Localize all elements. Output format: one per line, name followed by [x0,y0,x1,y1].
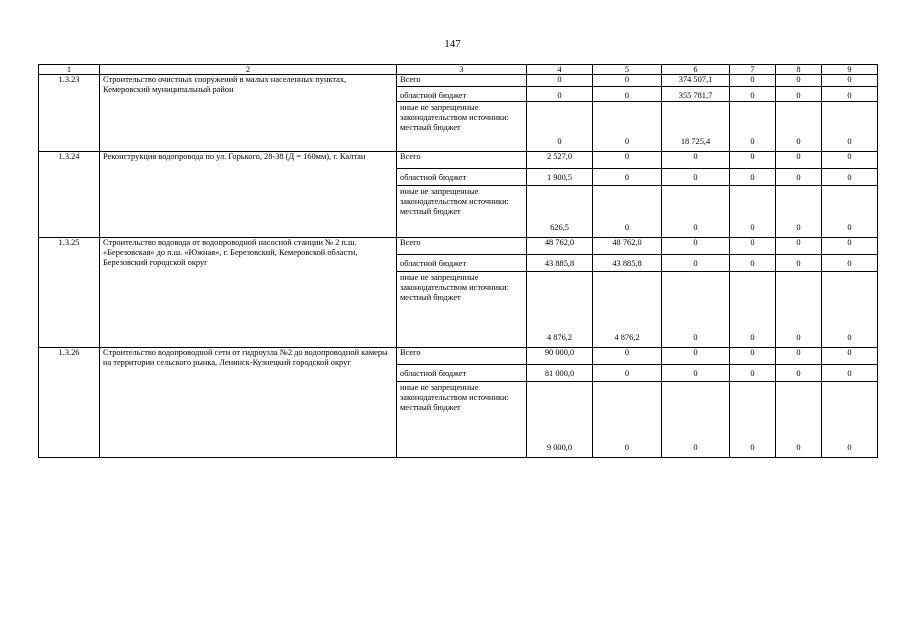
source-regional-label: областной бюджет [397,87,527,102]
value-cell: 0 [730,186,776,238]
value-cell: 0 [593,169,662,186]
column-header: 1 [39,65,100,75]
item-code: 1.3.26 [39,348,100,458]
value-cell: 0 [662,238,730,255]
value-cell: 43 885,8 [593,255,662,272]
value-cell: 0 [662,272,730,348]
value-cell: 0 [730,382,776,458]
value-cell: 0 [730,102,776,152]
value-cell: 0 [593,102,662,152]
value-cell: 0 [662,382,730,458]
value-cell: 90 000,0 [527,348,593,365]
value-cell: 355 781,7 [662,87,730,102]
budget-table [38,64,878,458]
value-cell: 48 762,0 [527,238,593,255]
value-cell: 0 [776,255,822,272]
value-cell: 0 [730,238,776,255]
value-cell: 81 000,0 [527,365,593,382]
table-row [39,348,878,365]
value-cell: 0 [527,75,593,87]
value-cell: 0 [776,152,822,169]
table-row [39,75,878,87]
value-cell: 0 [593,365,662,382]
value-cell: 48 762,0 [593,238,662,255]
value-cell: 0 [593,152,662,169]
value-cell: 0 [730,87,776,102]
source-other-cell [397,272,527,348]
column-header: 3 [397,65,527,75]
value-cell: 0 [776,348,822,365]
source-regional-label: областной бюджет [397,365,527,382]
value-cell: 626,5 [527,186,593,238]
value-cell: 0 [776,186,822,238]
value-cell: 0 [593,87,662,102]
source-other-cell [397,382,527,458]
value-cell: 0 [662,169,730,186]
item-code: 1.3.25 [39,238,100,348]
value-cell: 0 [822,382,878,458]
source-regional-label: областной бюджет [397,255,527,272]
value-cell: 0 [662,152,730,169]
value-cell: 0 [662,365,730,382]
source-other-label: иные не запрещенные законодательством источники: [400,187,509,206]
source-regional-label: областной бюджет [397,169,527,186]
column-header: 5 [593,65,662,75]
source-total-label: Всего [397,75,527,87]
value-cell: 0 [730,348,776,365]
value-cell: 0 [662,255,730,272]
value-cell: 18 725,4 [662,102,730,152]
value-cell: 0 [593,348,662,365]
value-cell: 0 [822,365,878,382]
column-header: 4 [527,65,593,75]
value-cell: 0 [527,87,593,102]
item-name: Строительство водовода от водопроводной насосной станции № 2 п.ш. «Березовская» до п.ш. «Южная», г. Березовский, Кемеровской области, Березовский городской округ [100,238,397,348]
value-cell: 0 [822,272,878,348]
value-cell: 0 [776,87,822,102]
value-cell: 0 [822,186,878,238]
source-other-label: иные не запрещенные законодательством источники: [400,273,509,292]
source-other-cell [397,186,527,238]
item-name: Реконструкция водопровода по ул. Горького, 28-38 (Д = 160мм), г. Калтан [100,152,397,238]
page-number: 147 [444,38,461,50]
column-header: 2 [100,65,397,75]
value-cell: 0 [776,382,822,458]
value-cell: 0 [776,272,822,348]
source-total-label: Всего [397,348,527,365]
value-cell: 0 [593,75,662,87]
value-cell: 0 [730,272,776,348]
value-cell: 0 [593,382,662,458]
value-cell: 0 [662,348,730,365]
source-local-label: местный бюджет [400,123,461,132]
value-cell: 0 [822,87,878,102]
column-header: 9 [822,65,878,75]
source-other-label: иные не запрещенные законодательством источники: [400,383,509,402]
item-name: Строительство водопроводной сети от гидроузла №2 до водопроводной камеры на территории сельского рынка, Ленинск-Кузнецкий городской округ [100,348,397,458]
table-row [39,152,878,169]
value-cell: 0 [822,255,878,272]
value-cell: 4 876,2 [593,272,662,348]
value-cell: 0 [776,102,822,152]
value-cell: 0 [730,75,776,87]
source-total-label: Всего [397,238,527,255]
source-other-label: иные не запрещенные законодательством источники: [400,103,509,122]
column-header: 7 [730,65,776,75]
value-cell: 0 [730,365,776,382]
column-header: 6 [662,65,730,75]
item-code: 1.3.23 [39,75,100,152]
value-cell: 0 [822,169,878,186]
header-row [39,65,878,75]
value-cell: 43 885,8 [527,255,593,272]
source-other-cell [397,102,527,152]
value-cell: 0 [822,152,878,169]
value-cell: 0 [776,238,822,255]
value-cell: 0 [776,75,822,87]
value-cell: 1 900,5 [527,169,593,186]
value-cell: 0 [822,238,878,255]
value-cell: 0 [776,169,822,186]
value-cell: 374 507,1 [662,75,730,87]
source-local-label: местный бюджет [400,207,461,216]
value-cell: 0 [593,186,662,238]
value-cell: 0 [822,75,878,87]
value-cell: 0 [822,102,878,152]
item-code: 1.3.24 [39,152,100,238]
value-cell: 4 876,2 [527,272,593,348]
source-total-label: Всего [397,152,527,169]
value-cell: 0 [776,365,822,382]
item-name: Строительство очистных сооружений в малых населенных пунктах, Кемеровский муниципальный район [100,75,397,152]
source-local-label: местный бюджет [400,403,461,412]
value-cell: 0 [822,348,878,365]
value-cell: 9 000,0 [527,382,593,458]
value-cell: 0 [527,102,593,152]
value-cell: 0 [730,152,776,169]
column-header: 8 [776,65,822,75]
value-cell: 0 [730,255,776,272]
value-cell: 2 527,0 [527,152,593,169]
table-row [39,238,878,255]
value-cell: 0 [730,169,776,186]
value-cell: 0 [662,186,730,238]
source-local-label: местный бюджет [400,293,461,302]
